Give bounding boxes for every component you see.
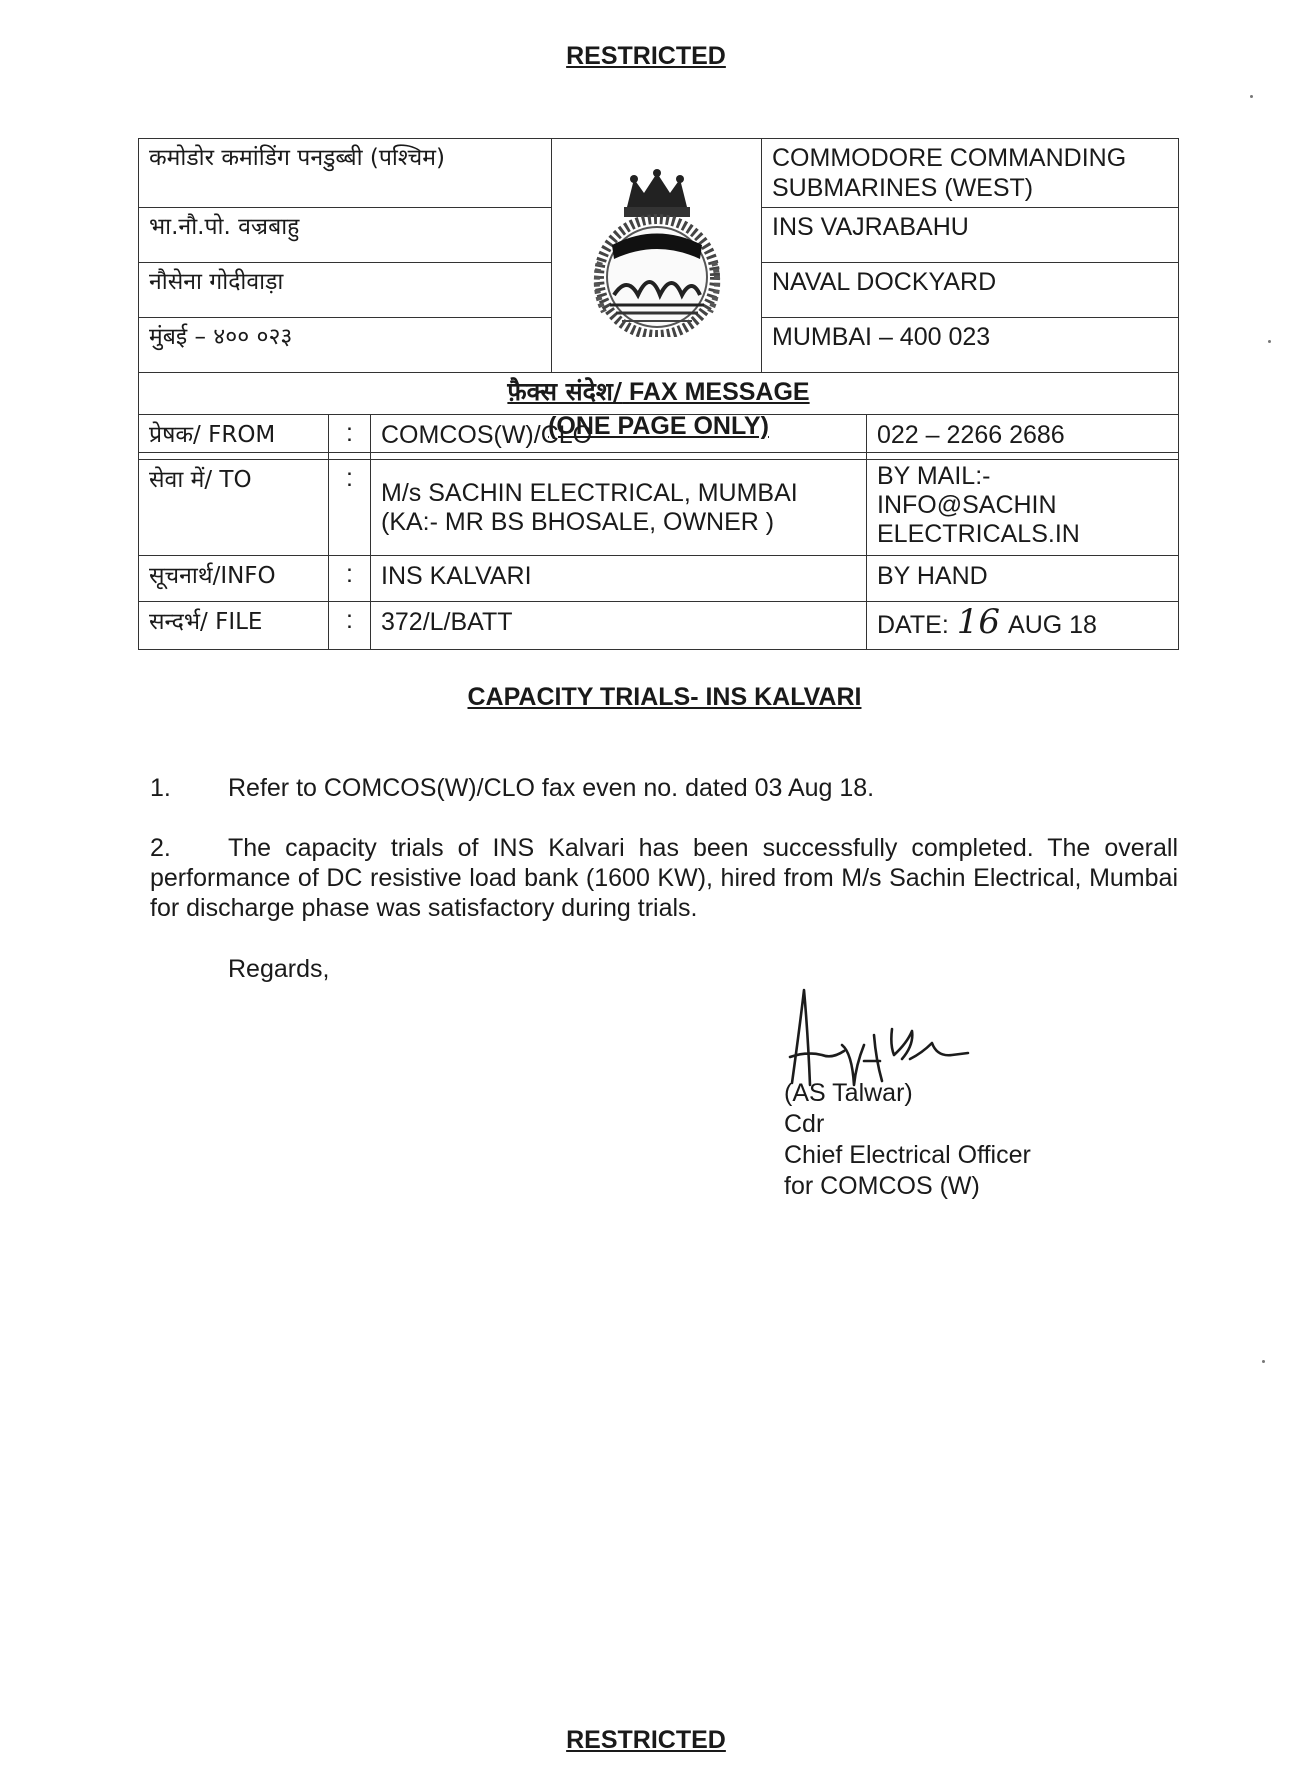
paragraph-text: The capacity trials of INS Kalvari has been successfully completed. The overall performance of DC resistive load bank (1600 KW), hired from M/s Sachin Electrical, Mumbai for discharge phase was satisfactory during trials. (150, 834, 1178, 922)
date-suffix: AUG 18 (1008, 611, 1097, 639)
signature-block (784, 1078, 1031, 1202)
crest-cell (552, 139, 762, 373)
letterhead-table (138, 138, 1179, 453)
fax-title (139, 377, 1178, 407)
scan-speck (1262, 1360, 1265, 1363)
paragraph-text: Refer to COMCOS(W)/CLO fax even no. dated 03 Aug 18. (228, 774, 875, 802)
naval-submarine-crest-icon (582, 167, 732, 337)
fax-subtitle: (ONE PAGE ONLY) (548, 412, 769, 440)
english-city-pin: MUMBAI – 400 023 (762, 318, 1179, 373)
english-unit-name: INS VAJRABAHU (762, 208, 1179, 263)
file-label: सन्दर्भ/ FILE (139, 602, 329, 650)
classification-top: RESTRICTED (566, 42, 726, 70)
signatory-for: for COMCOS (W) (784, 1172, 980, 1200)
info-value: INS KALVARI (371, 556, 867, 602)
routing-table (138, 414, 1179, 650)
colon: : (329, 556, 371, 602)
info-label: सूचनार्थ/INFO (139, 556, 329, 602)
to-value: M/s SACHIN ELECTRICAL, MUMBAI (KA:- MR BS BHOSALE, OWNER ) (371, 460, 867, 556)
colon: : (329, 415, 371, 460)
to-label: सेवा में/ TO (139, 460, 329, 556)
hindi-city-pin: मुंबई – ४०० ०२३ (139, 318, 552, 373)
to-delivery: BY MAIL:- INFO@SACHIN ELECTRICALS.IN (867, 460, 1179, 556)
from-phone: 022 – 2266 2686 (867, 415, 1179, 460)
english-dockyard: NAVAL DOCKYARD (762, 263, 1179, 318)
paragraph-1 (150, 773, 874, 803)
hindi-office-name: कमोडोर कमांडिंग पनडुब्बी (पश्चिम) (139, 139, 552, 208)
fax-title-english: FAX MESSAGE (629, 378, 810, 406)
from-label: प्रेषक/ FROM (139, 415, 329, 460)
signatory-rank: Cdr (784, 1110, 825, 1138)
signatory-name: (AS Talwar) (784, 1079, 913, 1107)
paragraph-number: 1. (150, 774, 171, 802)
paragraph-number: 2. (150, 834, 171, 862)
scan-speck (1268, 340, 1271, 343)
english-office-name: COMMODORE COMMANDING SUBMARINES (WEST) (762, 139, 1179, 208)
closing-regards: Regards, (228, 955, 330, 983)
handwritten-day: 16 (956, 602, 1001, 642)
scan-speck (1250, 95, 1253, 98)
classification-bottom: RESTRICTED (566, 1726, 726, 1754)
date-cell (867, 602, 1179, 650)
file-value: 372/L/BATT (371, 602, 867, 650)
signatory-title: Chief Electrical Officer (784, 1141, 1031, 1169)
hindi-unit-name: भा.नौ.पो. वज्रबाहु (139, 208, 552, 263)
colon: : (329, 460, 371, 556)
hindi-dockyard: नौसेना गोदीवाड़ा (139, 263, 552, 318)
colon: : (329, 602, 371, 650)
paragraph-2 (150, 833, 1178, 923)
date-prefix: DATE: (877, 611, 949, 639)
info-delivery: BY HAND (867, 556, 1179, 602)
from-value: COMCOS(W)/CLO (371, 415, 867, 460)
fax-title-hindi: फ़ैक्स संदेश/ (507, 377, 623, 406)
subject-heading: CAPACITY TRIALS- INS KALVARI (467, 683, 862, 711)
